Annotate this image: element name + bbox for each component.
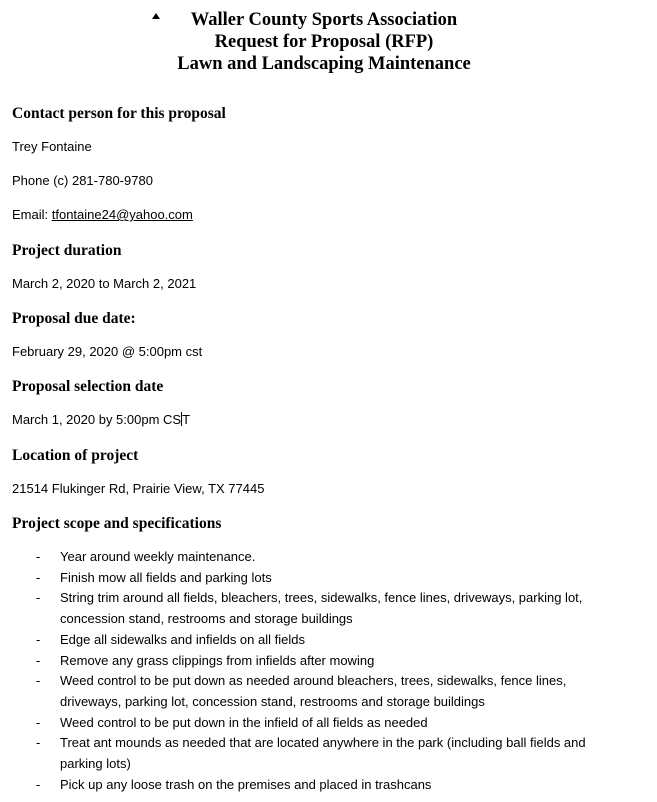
bullet-dash: - [36, 714, 41, 730]
list-item-text: Year around weekly maintenance. [60, 549, 256, 564]
list-item-text: Remove any grass clippings from infields after mowing [60, 652, 375, 668]
list-item [0, 630, 657, 651]
bullet-dash: - [36, 776, 41, 792]
location-heading: Location of project [12, 447, 139, 464]
list-item [0, 651, 657, 672]
duration-heading: Project duration [12, 242, 122, 259]
list-item-text: Edge all sidewalks and infields on all fields [60, 631, 305, 647]
location-value: 21514 Flukinger Rd, Prairie View, TX 77445 [12, 481, 265, 496]
title-rfp: Request for Proposal (RFP) [214, 32, 434, 52]
title-service: Lawn and Landscaping Maintenance [177, 54, 471, 74]
list-item [0, 671, 657, 712]
contact-name: Trey Fontaine [12, 139, 92, 154]
bullet-dash: - [36, 673, 41, 689]
selection-date-value[interactable] [12, 411, 190, 429]
contact-phone: Phone (c) 281-780-9780 [12, 173, 153, 188]
due-date-value: February 29, 2020 @ 5:00pm cst [12, 344, 203, 359]
scope-list [0, 547, 657, 795]
bullet-dash: - [36, 549, 41, 564]
list-item-text: String trim around all fields, bleachers, trees, sidewalks, fence lines, driveways, parking lot, concession stand, restrooms and storage buildings [60, 590, 583, 627]
title-organization: Waller County Sports Association [190, 10, 458, 30]
list-item-text: Finish mow all fields and parking lots [60, 569, 272, 585]
contact-email-line [12, 206, 193, 224]
bullet-dash: - [36, 569, 41, 585]
list-item [0, 547, 657, 568]
list-item [0, 588, 657, 629]
list-item-text: Weed control to be put down as needed around bleachers, trees, sidewalks, fence lines, driveways, parking lot, concession stand, restrooms and storage buildings [60, 673, 567, 709]
list-item [0, 568, 657, 589]
selection-date-text-before: March 1, 2020 by 5:00pm CS [12, 412, 182, 427]
selection-date-heading: Proposal selection date [12, 378, 164, 395]
contact-email-link[interactable]: tfontaine24@yahoo.com [51, 207, 193, 222]
list-item [0, 733, 657, 774]
list-item [0, 713, 657, 734]
list-item-text: Pick up any loose trash on the premises and placed in trashcans [60, 776, 432, 792]
bullet-dash: - [36, 735, 41, 751]
list-item [0, 775, 657, 796]
list-item-text: Treat ant mounds as needed that are located anywhere in the park (including ball fields and parking lots) [60, 735, 586, 772]
scope-heading: Project scope and specifications [12, 515, 222, 532]
list-item-text: Weed control to be put down in the infield of all fields as needed [60, 714, 428, 730]
bullet-dash: - [36, 590, 41, 606]
selection-date-text-after: T [182, 412, 191, 427]
bullet-dash: - [36, 652, 41, 668]
due-date-heading: Proposal due date: [12, 310, 136, 327]
document-title [0, 9, 648, 75]
duration-value: March 2, 2020 to March 2, 2021 [12, 276, 197, 291]
contact-email-label: Email: [12, 207, 52, 222]
bullet-dash: - [36, 631, 41, 647]
contact-heading: Contact person for this proposal [12, 105, 226, 122]
